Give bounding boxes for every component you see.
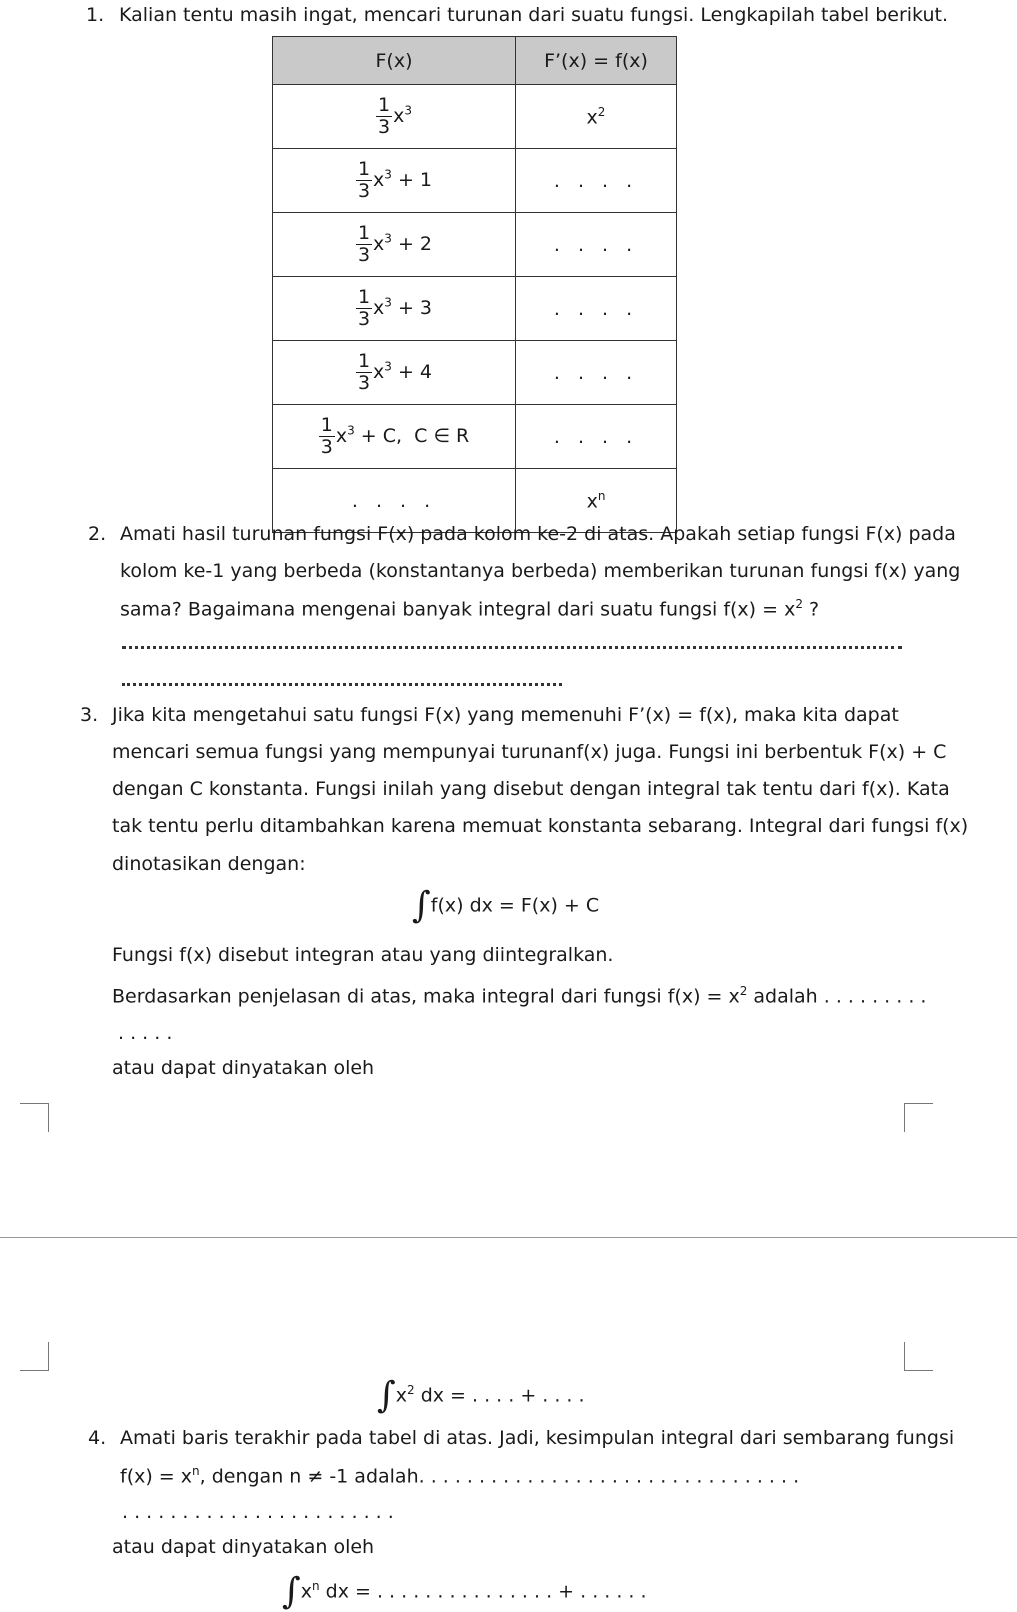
q3-atau-text: atau dapat dinyatakan oleh bbox=[112, 1057, 375, 1079]
derivative-table bbox=[272, 36, 677, 533]
function-cell: $\frac{1}{3}$ $x^3$ bbox=[273, 85, 516, 149]
table-header-row bbox=[273, 37, 677, 85]
fraction: $\frac{1}{3}$ bbox=[357, 286, 371, 330]
derivative-cell: . . . . bbox=[516, 405, 677, 469]
q3-line2: mencari semua fungsi yang mempunyai turunanf(x) juga. Fungsi ini berbentuk F(x) + C bbox=[112, 741, 947, 763]
answer-area-corner-bottom-left bbox=[20, 1342, 49, 1371]
integral-definition-formula: ∫f(x) dx = F(x) + C bbox=[412, 885, 600, 926]
function-cell: $\frac{1}{3}$ $x^3 + 2$ bbox=[273, 213, 516, 277]
q3-line4: tak tentu perlu ditambahkan karena memuat konstanta sebarang. Integral dari fungsi f(x) bbox=[112, 815, 969, 837]
table-row bbox=[273, 149, 677, 213]
q2-line2: kolom ke-1 yang berbeda (konstantanya berbeda) memberikan turunan fungsi f(x) yang bbox=[120, 560, 961, 582]
answer-area-corner-top-left bbox=[20, 1103, 49, 1132]
q3-based-line: Berdasarkan penjelasan di atas, maka integral dari fungsi $f(x) = x^2$ adalah . . . . . . . . . bbox=[112, 984, 927, 1008]
derivative-cell: . . . . bbox=[516, 213, 677, 277]
fraction: $\frac{1}{3}$ bbox=[320, 414, 333, 458]
q3-line5: dinotasikan dengan: bbox=[112, 853, 306, 875]
integral-x2-equation: $\int x^2$ dx = . . . . + . . . . bbox=[377, 1375, 585, 1416]
q1-text: Kalian tentu masih ingat, mencari turunan dari suatu fungsi. Lengkapilah tabel berikut. bbox=[119, 4, 948, 26]
fraction: $\frac{1}{3}$ bbox=[357, 350, 371, 394]
answer-dotline-1 bbox=[122, 646, 902, 649]
q4-line3: . . . . . . . . . . . . . . . . . . . . . . . bbox=[122, 1501, 394, 1523]
function-cell: $\frac{1}{3}$ $x^3 + C$, C ∈ R bbox=[273, 405, 516, 469]
fraction: $\frac{1}{3}$ bbox=[378, 94, 391, 138]
q3-integran-text: Fungsi f(x) disebut integran atau yang diintegralkan. bbox=[112, 944, 614, 966]
last-left-cell: . . . . bbox=[273, 469, 516, 533]
table-row bbox=[273, 85, 677, 149]
q2-number: 2. bbox=[88, 523, 107, 545]
integral-sign: ∫ bbox=[282, 1571, 301, 1612]
answer-dotline-2 bbox=[122, 683, 562, 686]
function-cell: $\frac{1}{3}$ $x^3 + 4$ bbox=[273, 341, 516, 405]
q4-atau-text: atau dapat dinyatakan oleh bbox=[112, 1536, 375, 1558]
header-Fx: F(x) bbox=[273, 37, 516, 85]
table-row bbox=[273, 277, 677, 341]
last-right-cell: $x^n$ bbox=[516, 469, 677, 533]
function-cell: $\frac{1}{3}$ $x^3 + 3$ bbox=[273, 277, 516, 341]
table-row bbox=[273, 405, 677, 469]
integral-sign: ∫ bbox=[412, 885, 431, 926]
derivative-cell: . . . . bbox=[516, 341, 677, 405]
answer-area-corner-top-right bbox=[904, 1103, 933, 1132]
q3-line1: Jika kita mengetahui satu fungsi F(x) yang memenuhi F’(x) = f(x), maka kita dapat bbox=[112, 704, 899, 726]
q1-number: 1. bbox=[86, 4, 105, 26]
q3-line3: dengan C konstanta. Fungsi inilah yang disebut dengan integral tak tentu dari f(x). Kata bbox=[112, 778, 950, 800]
q4-number: 4. bbox=[88, 1427, 107, 1449]
derivative-cell: . . . . bbox=[516, 149, 677, 213]
q4-line1: Amati baris terakhir pada tabel di atas. Jadi, kesimpulan integral dari sembarang fungsi bbox=[120, 1427, 955, 1449]
page-separator-line bbox=[0, 1237, 1017, 1238]
integral-sign: ∫ bbox=[377, 1375, 396, 1416]
table-row bbox=[273, 341, 677, 405]
table-row bbox=[273, 213, 677, 277]
q3-based-continuation: . . . . . bbox=[118, 1022, 173, 1044]
fraction: $\frac{1}{3}$ bbox=[357, 222, 371, 266]
header-derivative: F’(x) = f(x) bbox=[516, 37, 677, 85]
answer-area-corner-bottom-right bbox=[904, 1342, 933, 1371]
q4-line2: $f(x) = x^n$, dengan n ≠ -1 adalah. . . . . . . . . . . . . . . . . . . . . . . . . . . . . . . . bbox=[120, 1464, 800, 1488]
q2-line3: sama? Bagaimana mengenai banyak integral dari suatu fungsi $f(x) = x^2$ ? bbox=[120, 597, 820, 621]
derivative-cell: . . . . bbox=[516, 277, 677, 341]
q2-line1: Amati hasil turunan fungsi F(x) pada kolom ke-2 di atas. Apakah setiap fungsi F(x) pada bbox=[120, 523, 956, 545]
integral-xn-equation: $\int x^n$ dx = . . . . . . . . . . . . . . . + . . . . . . bbox=[282, 1571, 647, 1612]
function-cell: $\frac{1}{3}$ $x^3 + 1$ bbox=[273, 149, 516, 213]
fraction: $\frac{1}{3}$ bbox=[357, 158, 371, 202]
q3-number: 3. bbox=[80, 704, 99, 726]
derivative-cell: $x^2$ bbox=[516, 85, 677, 149]
